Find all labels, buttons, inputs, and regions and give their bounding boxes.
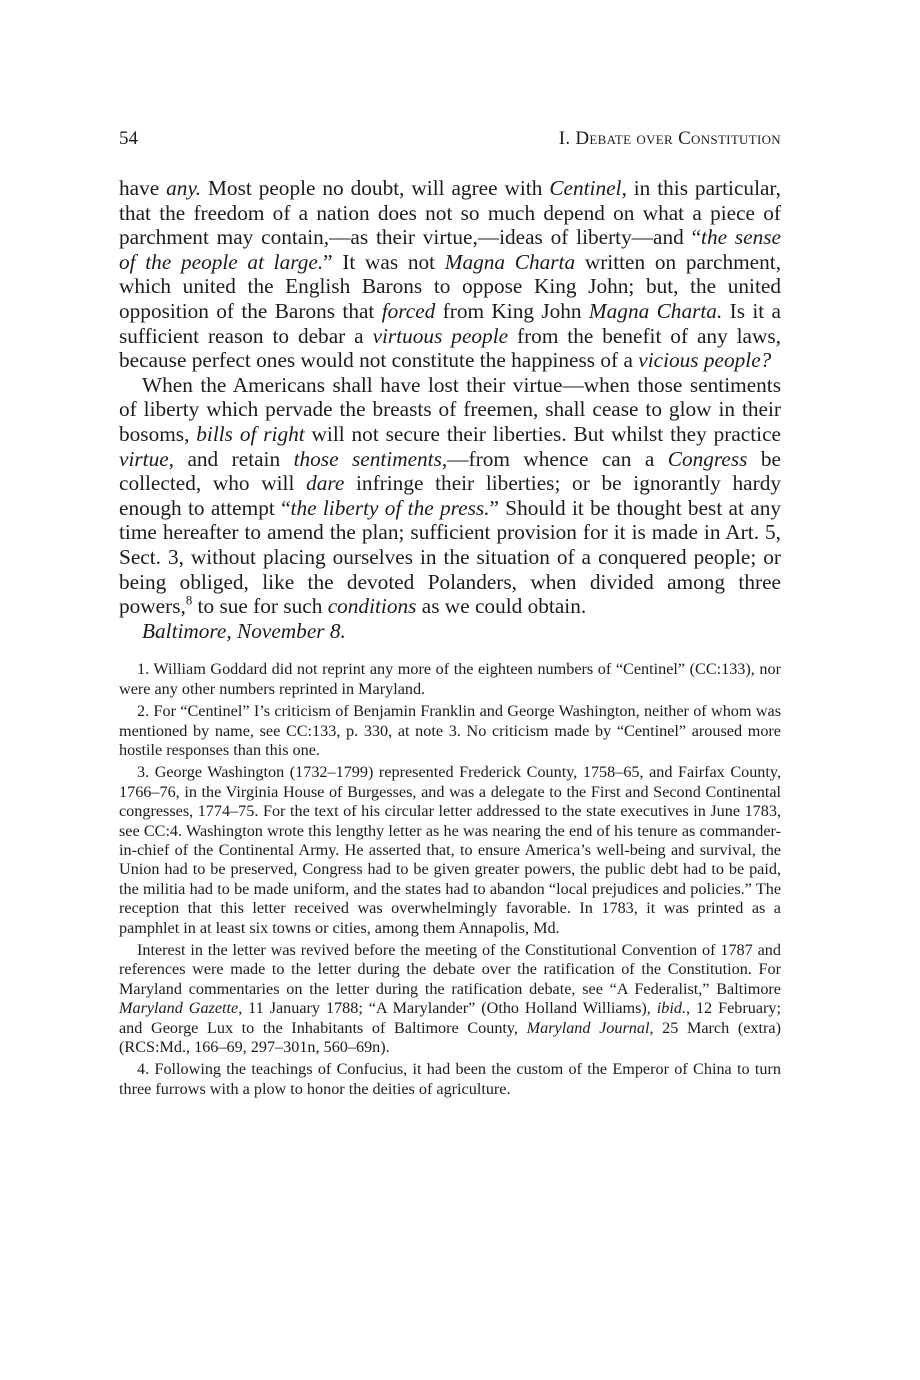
paragraph-2 xyxy=(119,373,781,619)
italic-run: Centinel, xyxy=(549,176,627,200)
text-run: 12 February; and George Lux to the Inhabitants of Baltimore County, xyxy=(119,999,782,1037)
text-run: 25 March (extra) (RCS:Md., 166–69, 297–301n, 560–69n). xyxy=(119,1018,781,1056)
document-page xyxy=(119,128,781,1102)
paragraph-1 xyxy=(119,176,781,373)
text-run: written on parchment, which united the English Barons to oppose King John; but, the united opposition of the Barons that xyxy=(119,249,782,323)
italic-run: forced xyxy=(381,298,436,323)
footnotes xyxy=(119,660,781,1099)
text-run: ” It was not xyxy=(323,249,445,274)
italic-run: Magna Charta. xyxy=(588,298,723,323)
italic-run: Magna Charta xyxy=(444,249,576,274)
running-title: I. Debate over Constitution xyxy=(558,128,781,149)
italic-run: dare xyxy=(306,471,345,496)
text-run: Interest in the letter was revived before the meeting of the Constitutional Convention of 1787 and references were made to the letter during the debate over the ratification of the Constitution. For Maryland commentaries on the letter during the ratification debate, see “A Federalist,” Baltimore xyxy=(119,940,781,998)
italic-run: Congress xyxy=(667,446,748,471)
italic-run: the liberty of the press. xyxy=(290,495,490,520)
text-run: will not secure their liberties. But whilst they practice xyxy=(304,421,781,446)
running-head xyxy=(119,128,781,154)
text-run: Most people no doubt, will agree with xyxy=(201,176,550,200)
text-run: 11 January 1788; “A Marylander” (Otho Holland Williams), xyxy=(242,999,657,1018)
text-run: —from whence can a xyxy=(447,446,668,471)
text-run: ” Should it be thought best at any time hereafter to amend the plan; sufficient provision for it is made in Art. 5, Sect. 3, without placing ourselves in the situation of a conquered people; or being obliged, like the devoted Polanders, when divided among three powers, xyxy=(119,495,781,619)
italic-run: any. xyxy=(166,176,202,200)
text-run: infringe their liberties; or be ignorantly hardy enough to attempt “ xyxy=(119,471,781,520)
text-run: as we could obtain. xyxy=(416,594,587,619)
text-run: Is it a sufficient reason to debar a xyxy=(119,298,781,348)
text-run: from the benefit of any laws, because perfect ones would not constitute the happiness of a xyxy=(119,323,781,373)
italic-run: conditions xyxy=(327,594,417,619)
text-run: have xyxy=(119,176,167,200)
italic-run: bills of right xyxy=(196,421,305,446)
footnote-3-continued xyxy=(119,941,781,1057)
text-run: to sue for such xyxy=(192,594,328,619)
footnote-3: 3. George Washington (1732–1799) represented Frederick County, 1758–65, and Fairfax County, 1766–76, in the Virginia House of Burgesses, and was a delegate to the First and Second Continental congresses, 1774–75. For the text of his circular letter addressed to the state executives in June 1783, see CC:4. Washington wrote this lengthy letter as he was nearing the end of his tenure as commander-in-chief of the Continental Army. He asserted that, to ensure America’s well-being and survival, the Union had to be preserved, Congress had to be given greater powers, the public debt had to be paid, the militia had to be made uniform, and the states had to abandon “local prejudices and policies.” The reception that this letter received was overwhelmingly favorable. In 1783, it was printed as a pamphlet in at least six towns or cities, among them Annapolis, Md. xyxy=(119,763,781,937)
italic-run: virtuous people xyxy=(372,323,509,348)
footnote-2: 2. For “Centinel” I’s criticism of Benjamin Franklin and George Washington, neither of whom was mentioned by name, see CC:133, p. 330, at note 3. No criticism made by “Centinel” aroused more hostile responses than this one. xyxy=(119,702,781,759)
text-run: When the Americans shall have lost their virtue—when those sentiments of liberty which pervade the breasts of freemen, shall cease to glow in their bosoms, xyxy=(119,372,781,446)
text-run: be collected, who will xyxy=(119,446,781,496)
footnote-1: 1. William Goddard did not reprint any more of the eighteen numbers of “Centinel” (CC:133), nor were any other numbers reprinted in Maryland. xyxy=(119,660,781,698)
italic-run: Maryland Journal, xyxy=(526,1018,654,1037)
italic-run: those sentiments, xyxy=(293,446,448,471)
text-run: in this particular, that the freedom of a nation does not so much depend on what a piece of parchment may contain,—as their virtue,—ideas of liberty—and “ xyxy=(119,176,781,250)
italic-run: ibid., xyxy=(656,999,691,1018)
text-run: and retain xyxy=(174,446,294,471)
italic-run: vicious people? xyxy=(638,348,772,373)
italic-run: the sense of the people at large. xyxy=(119,225,781,274)
footnote-4: 4. Following the teachings of Confucius, it had been the custom of the Emperor of China to turn three furrows with a plow to honor the deities of agriculture. xyxy=(119,1060,781,1098)
body-text xyxy=(119,176,781,643)
footnote-ref-8[interactable]: 8 xyxy=(185,593,193,608)
page-number: 54 xyxy=(119,128,138,149)
italic-run: virtue, xyxy=(119,446,174,471)
italic-run: Maryland Gazette, xyxy=(119,999,243,1018)
text-run: from King John xyxy=(435,298,589,323)
dateline: Baltimore, November 8. xyxy=(142,618,346,643)
